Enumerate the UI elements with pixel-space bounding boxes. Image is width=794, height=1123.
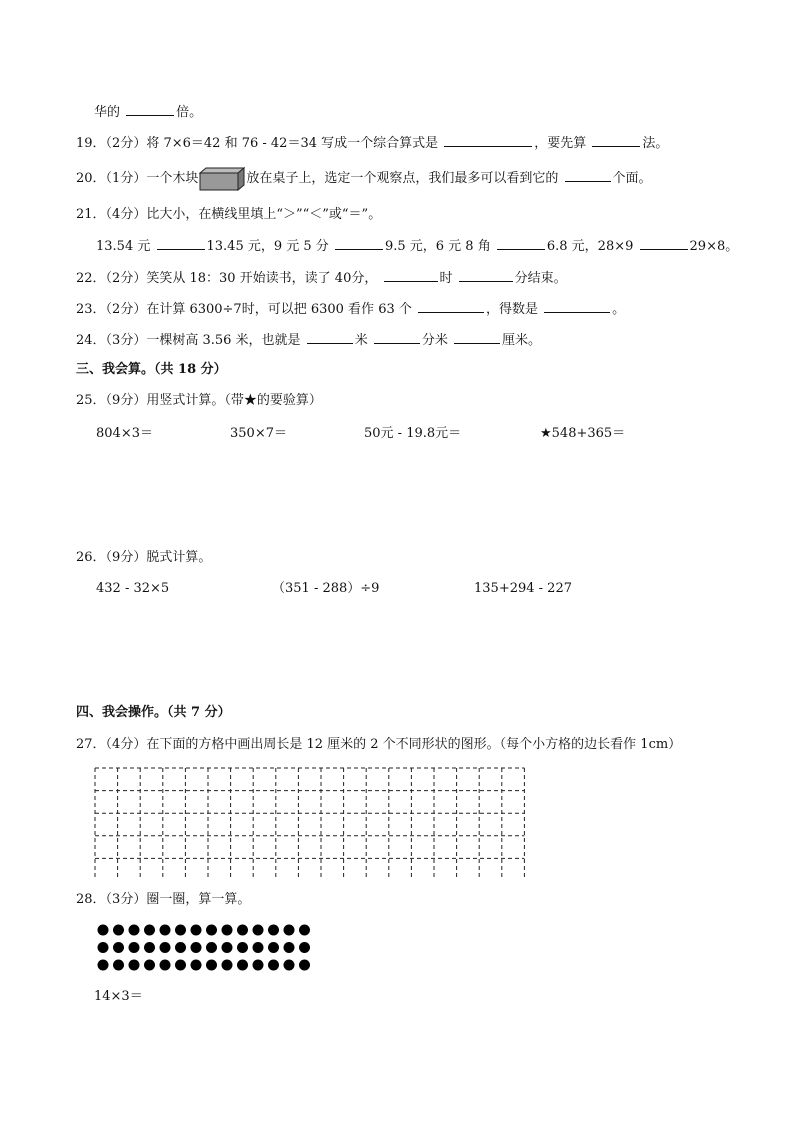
section-4-title: 四、我会操作。（共 7 分） <box>76 705 231 720</box>
dot <box>253 960 264 971</box>
dot <box>175 925 186 936</box>
dot <box>175 960 186 971</box>
question-28: 28．（3分）圈一圈，算一算。 <box>76 892 251 907</box>
question-26: 26．（9分）脱式计算。 <box>76 550 212 565</box>
dot <box>129 960 140 971</box>
dot <box>144 960 155 971</box>
dot <box>268 960 279 971</box>
q20-answer-blank[interactable] <box>565 168 611 182</box>
question-27: 27．（4分）在下面的方格中画出周长是 12 厘米的 2 个不同形状的图形。（每个小方格的边长看作 1cm） <box>76 737 682 752</box>
dot <box>222 960 233 971</box>
q26-calc-3: 135+294 - 227 <box>474 581 572 596</box>
question-24: 24．（3分）一棵树高 3.56 米，也就是 米 分米 厘米。 <box>76 330 541 350</box>
q21-blank-2[interactable] <box>335 236 383 250</box>
dot <box>113 925 124 936</box>
dot <box>113 942 124 953</box>
dot <box>237 925 248 936</box>
dot <box>160 942 171 953</box>
dot <box>299 942 310 953</box>
dot <box>191 942 202 953</box>
q28-formula: 14×3＝ <box>94 989 143 1004</box>
dot <box>191 960 202 971</box>
q23-result-blank[interactable] <box>544 299 610 313</box>
q25-calc-3: 50元 - 19.8元＝ <box>364 426 462 441</box>
q21-blank-4[interactable] <box>640 236 688 250</box>
question-19: 19．（2分）将 7×6＝42 和 76 - 42＝34 写成一个综合算式是 ，要先算 法。 <box>76 133 668 153</box>
q19-operation-blank[interactable] <box>592 133 640 147</box>
dot <box>160 925 171 936</box>
dot <box>237 960 248 971</box>
q25-calc-1: 804×3＝ <box>96 426 153 441</box>
dot <box>268 925 279 936</box>
dot-array[interactable] <box>96 922 322 976</box>
q26-calc-2: （351 - 288）÷9 <box>272 581 380 596</box>
question-20: 20．（1分）一个木块 放在桌子上，选定一个观察点，我们最多可以看到它的 个面。 <box>76 166 652 192</box>
q24-centimeter-blank[interactable] <box>454 330 500 344</box>
dot <box>222 925 233 936</box>
q24-decimeter-blank[interactable] <box>374 330 420 344</box>
dot <box>113 960 124 971</box>
cuboid-icon <box>199 167 245 191</box>
q22-hour-blank[interactable] <box>384 268 438 282</box>
dot <box>284 942 295 953</box>
dot <box>144 925 155 936</box>
q22-minute-blank[interactable] <box>459 268 513 282</box>
section-3-title: 三、我会算。（共 18 分） <box>76 362 227 377</box>
q23-unit-blank[interactable] <box>418 299 484 313</box>
question-23: 23．（2分）在计算 6300÷7时，可以把 6300 看作 63 个 ，得数是 。 <box>76 299 625 319</box>
dot <box>129 925 140 936</box>
q25-calc-4: ★548+365＝ <box>540 426 626 441</box>
question-22: 22．（2分）笑笑从 18：30 开始读书，读了 40分， 时 分结束。 <box>76 268 567 288</box>
dot <box>253 925 264 936</box>
dot <box>284 960 295 971</box>
dot <box>222 942 233 953</box>
dot <box>284 925 295 936</box>
dot <box>237 942 248 953</box>
dotted-square-grid[interactable] <box>94 767 532 879</box>
dot <box>144 942 155 953</box>
question-25: 25．（9分）用竖式计算。（带★的要验算） <box>76 393 322 408</box>
dot <box>299 925 310 936</box>
q19-expression-blank[interactable] <box>444 133 532 147</box>
q25-calc-2: 350×7＝ <box>230 426 287 441</box>
dot <box>191 925 202 936</box>
dot <box>206 960 217 971</box>
dot <box>206 942 217 953</box>
q21-items: 13.54 元 13.45 元，9 元 5 分 9.5 元，6 元 8 角 6.8 元，28×9 29×8。 <box>96 236 738 256</box>
dot <box>98 942 109 953</box>
dot <box>175 942 186 953</box>
q24-meter-blank[interactable] <box>307 330 353 344</box>
q18-answer-blank[interactable] <box>126 102 174 116</box>
q18-tail: 华的 倍。 <box>94 102 202 122</box>
dot <box>268 942 279 953</box>
dot <box>98 960 109 971</box>
q21-blank-1[interactable] <box>157 236 205 250</box>
dot <box>299 960 310 971</box>
dot <box>253 942 264 953</box>
dot <box>98 925 109 936</box>
dot <box>206 925 217 936</box>
q26-calc-1: 432 - 32×5 <box>96 581 170 596</box>
dot <box>129 942 140 953</box>
q21-blank-3[interactable] <box>497 236 545 250</box>
dot <box>160 960 171 971</box>
question-21: 21．（4分）比大小，在横线里填上“＞”“＜”或“＝”。 <box>76 207 382 222</box>
